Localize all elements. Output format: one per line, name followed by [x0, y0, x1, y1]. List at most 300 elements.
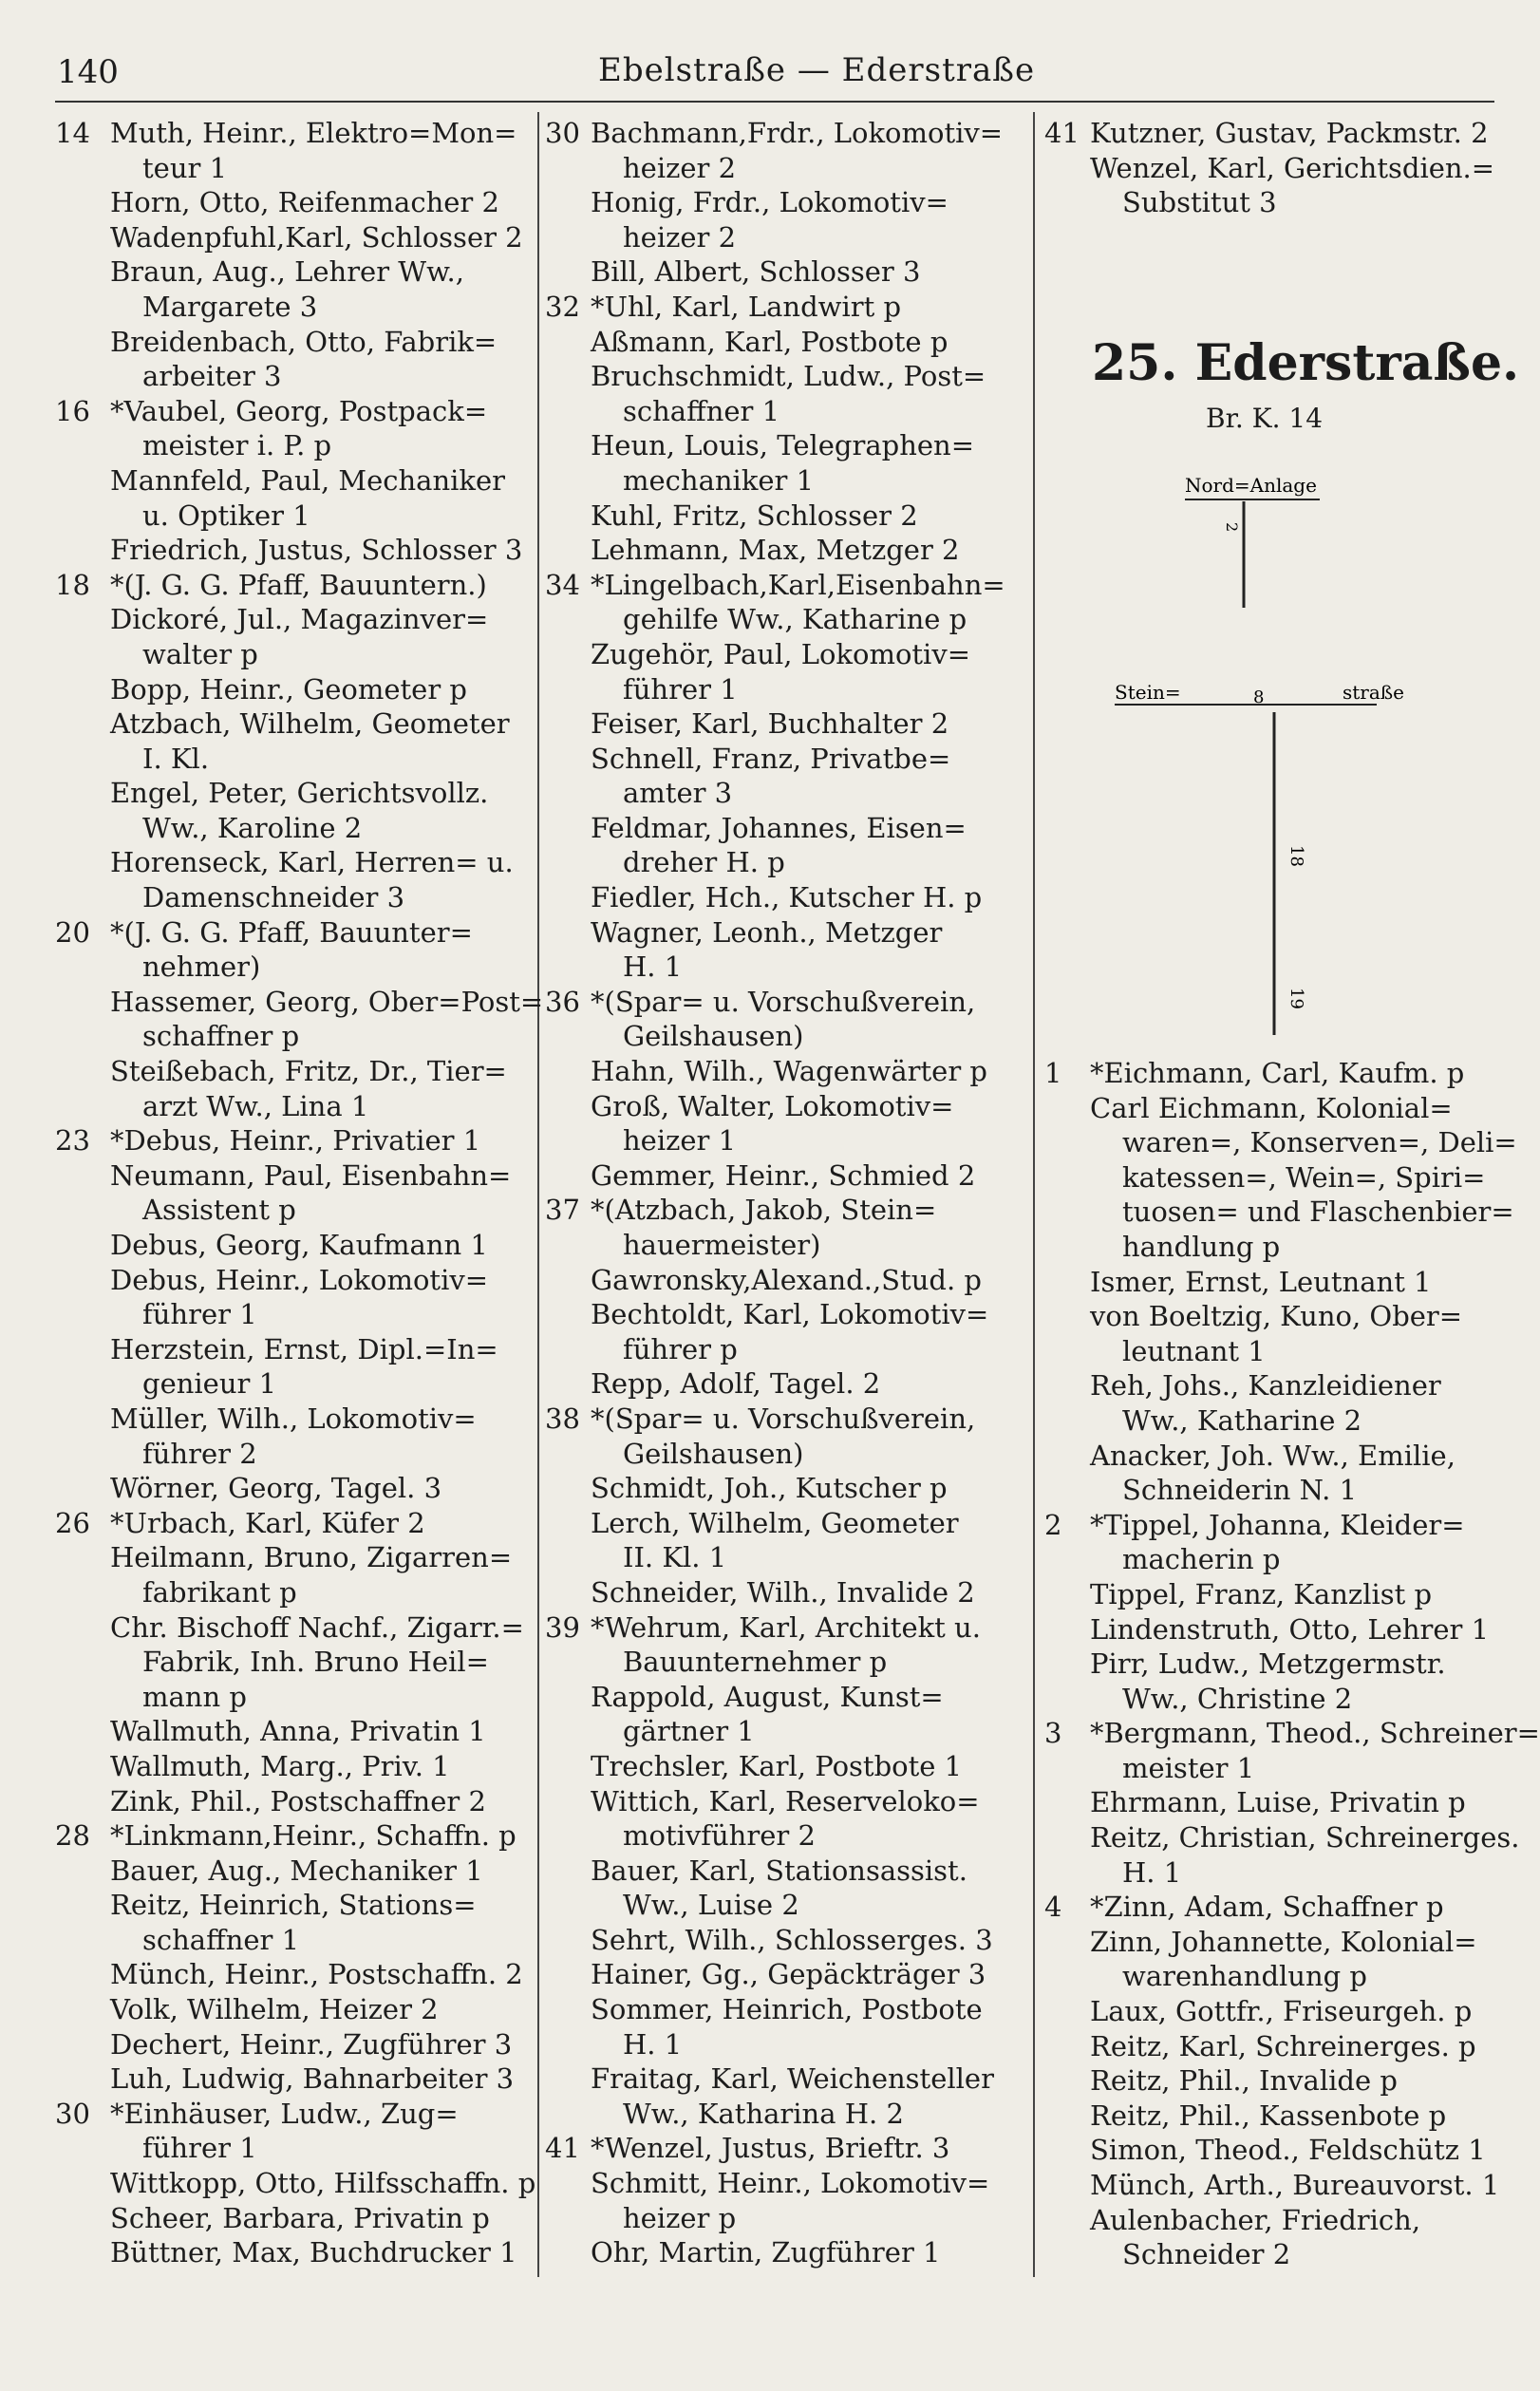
house-number: 14	[55, 117, 90, 149]
directory-line	[545, 1506, 1024, 1541]
resident-entry: katessen=, Wein=, Spiri=	[1122, 1160, 1486, 1194]
house-number: 18	[55, 568, 90, 601]
resident-entry: Dickoré, Jul., Magazinver=	[110, 603, 489, 636]
resident-entry: mechaniker 1	[623, 463, 815, 497]
resident-entry: Zinn, Johannette, Kolonial=	[1090, 1925, 1477, 1958]
resident-entry: Honig, Frdr., Lokomotiv=	[591, 186, 948, 219]
directory-line	[55, 1471, 530, 1506]
page-header-title: Ebelstraße — Ederstraße	[598, 51, 1036, 89]
directory-line	[1044, 1439, 1500, 1474]
directory-line	[1044, 2133, 1500, 2168]
resident-entry: arzt Ww., Lina 1	[142, 1089, 369, 1122]
resident-entry: genieur 1	[142, 1367, 277, 1401]
map-cross-mark: 8	[1253, 687, 1265, 707]
directory-line	[1044, 1299, 1500, 1334]
house-number: 38	[545, 1402, 580, 1435]
directory-line	[545, 1818, 1024, 1854]
resident-entry: Luh, Ludwig, Bahnarbeiter 3	[110, 2062, 515, 2096]
resident-entry: Wenzel, Karl, Gerichtsdien.=	[1090, 151, 1495, 184]
house-number: 36	[545, 985, 580, 1018]
house-number: 41	[545, 2132, 580, 2165]
resident-entry: Reh, Johs., Kanzleidiener	[1090, 1369, 1441, 1403]
resident-entry: Bopp, Heinr., Geometer p	[110, 672, 467, 706]
directory-line	[545, 533, 1024, 568]
directory-line	[55, 776, 530, 811]
house-number: 16	[55, 394, 90, 427]
directory-line	[55, 1714, 530, 1749]
directory-line	[55, 1749, 530, 1784]
resident-entry: schaffner p	[142, 1020, 300, 1053]
resident-entry: Bachmann,Frdr., Lokomotiv=	[591, 117, 1004, 149]
directory-line	[545, 116, 1024, 151]
resident-entry: II. Kl. 1	[623, 1541, 727, 1574]
resident-entry: Schneiderin N. 1	[1122, 1474, 1358, 1507]
resident-entry: Atzbach, Wilhelm, Geometer	[110, 707, 510, 741]
directory-line	[55, 1888, 530, 1923]
resident-entry: Ismer, Ernst, Leutnant 1	[1090, 1265, 1432, 1298]
resident-entry: Damenschneider 3	[142, 881, 405, 914]
directory-line	[55, 1123, 530, 1158]
resident-entry: von Boeltzig, Kuno, Ober=	[1090, 1300, 1463, 1333]
house-number: 32	[545, 290, 580, 323]
directory-line	[55, 2131, 530, 2166]
directory-line	[55, 1402, 530, 1437]
resident-entry: u. Optiker 1	[142, 499, 310, 532]
resident-entry: Substitut 3	[1122, 186, 1277, 219]
directory-line	[55, 220, 530, 255]
directory-line	[55, 1297, 530, 1332]
resident-entry: gärtner 1	[623, 1715, 755, 1748]
house-number: 41	[1044, 117, 1080, 149]
resident-entry: Sehrt, Wilh., Schlosserges. 3	[591, 1923, 993, 1956]
directory-line	[55, 1019, 530, 1054]
resident-entry: Kutzner, Gustav, Packmstr. 2	[1090, 117, 1489, 149]
resident-entry: Reitz, Heinrich, Stations=	[110, 1889, 477, 1922]
resident-entry: Breidenbach, Otto, Fabrik=	[110, 325, 498, 358]
house-number: 1	[1044, 1057, 1062, 1089]
resident-entry: *Wehrum, Karl, Architekt u.	[591, 1610, 981, 1644]
directory-line	[55, 1054, 530, 1089]
directory-line	[55, 742, 530, 777]
resident-entry: gehilfe Ww., Katharine p	[623, 603, 967, 636]
resident-entry: Wallmuth, Anna, Privatin 1	[110, 1715, 486, 1748]
resident-entry: Wittich, Karl, Reserveloko=	[591, 1784, 980, 1817]
resident-entry: Mannfeld, Paul, Mechaniker	[110, 463, 506, 497]
resident-entry: Ww., Christine 2	[1122, 1682, 1353, 1715]
resident-entry: *(Spar= u. Vorschußverein,	[591, 985, 976, 1018]
directory-line	[545, 1749, 1024, 1784]
resident-entry: *(Spar= u. Vorschußverein,	[591, 1402, 976, 1435]
directory-line	[545, 880, 1024, 915]
resident-entry: Büttner, Max, Buchdrucker 1	[110, 2236, 517, 2269]
directory-line	[55, 254, 530, 290]
directory-line	[1044, 1855, 1500, 1891]
resident-entry: Neumann, Paul, Eisenbahn=	[110, 1158, 512, 1192]
directory-line	[55, 1228, 530, 1263]
resident-entry: Hassemer, Georg, Ober=Post=	[110, 985, 544, 1018]
directory-line	[55, 394, 530, 429]
resident-entry: mann p	[142, 1680, 247, 1713]
directory-line	[545, 915, 1024, 951]
resident-entry: Steißebach, Fritz, Dr., Tier=	[110, 1055, 507, 1088]
directory-line	[545, 1437, 1024, 1472]
resident-entry: Schmidt, Joh., Kutscher p	[591, 1472, 948, 1505]
directory-line	[545, 428, 1024, 463]
resident-entry: Wittkopp, Otto, Hilfsschaffn. p	[110, 2167, 536, 2200]
directory-line	[545, 220, 1024, 255]
resident-entry: führer 2	[142, 1437, 257, 1470]
resident-entry: Reitz, Phil., Invalide p	[1090, 2064, 1398, 2098]
resident-entry: schaffner 1	[142, 1923, 300, 1956]
resident-entry: Wallmuth, Marg., Priv. 1	[110, 1749, 450, 1782]
directory-line	[545, 1645, 1024, 1680]
directory-line	[55, 2027, 530, 2062]
resident-entry: *Zinn, Adam, Schaffner p	[1090, 1891, 1444, 1924]
resident-entry: *Lingelbach,Karl,Eisenbahn=	[591, 568, 1005, 601]
resident-entry: I. Kl.	[142, 742, 210, 775]
directory-line	[55, 1784, 530, 1819]
resident-entry: Kuhl, Fritz, Schlosser 2	[591, 499, 918, 532]
directory-line	[545, 742, 1024, 777]
directory-line	[1044, 2063, 1500, 2099]
directory-line	[545, 463, 1024, 499]
house-number: 30	[55, 2097, 90, 2130]
directory-line	[55, 185, 530, 220]
directory-line	[55, 985, 544, 1020]
resident-entry: Horn, Otto, Reifenmacher 2	[110, 186, 499, 219]
resident-entry: Anacker, Joh. Ww., Emilie,	[1090, 1439, 1455, 1472]
resident-entry: H. 1	[623, 2027, 683, 2061]
resident-entry: Chr. Bischoff Nachf., Zigarr.=	[110, 1610, 524, 1644]
directory-line	[545, 2201, 1024, 2236]
directory-line	[55, 915, 530, 951]
directory-line	[55, 1366, 530, 1402]
resident-entry: Heun, Louis, Telegraphen=	[591, 429, 975, 462]
resident-entry: Tippel, Franz, Kanzlist p	[1090, 1577, 1433, 1610]
directory-line	[1044, 1195, 1514, 1230]
directory-line	[55, 1263, 530, 1298]
directory-line	[545, 1158, 1024, 1194]
resident-entry: Feiser, Karl, Buchhalter 2	[591, 707, 949, 741]
resident-entry: *Wenzel, Justus, Brieftr. 3	[591, 2132, 950, 2165]
directory-line	[55, 706, 530, 742]
directory-line	[545, 2062, 1024, 2097]
resident-entry: Laux, Gottfr., Friseurgeh. p	[1090, 1995, 1473, 2028]
map-lower-mark-a: 18	[1286, 845, 1306, 867]
resident-entry: Wadenpfuhl,Karl, Schlosser 2	[110, 220, 523, 254]
resident-entry: motivführer 2	[623, 1819, 816, 1853]
directory-line	[545, 706, 1024, 742]
directory-line	[55, 1437, 530, 1472]
directory-line	[545, 2097, 1024, 2132]
resident-entry: tuosen= und Flaschenbier=	[1122, 1196, 1514, 1229]
directory-line	[1044, 1368, 1500, 1403]
resident-entry: Zink, Phil., Postschaffner 2	[110, 1784, 486, 1817]
directory-line	[55, 1610, 530, 1646]
directory-line	[545, 185, 1024, 220]
directory-line	[545, 394, 1024, 429]
directory-line	[55, 1680, 530, 1715]
directory-line	[1044, 1994, 1500, 2029]
directory-line	[55, 950, 530, 985]
resident-entry: Reitz, Phil., Kassenbote p	[1090, 2099, 1447, 2132]
directory-line	[55, 151, 530, 186]
resident-entry: Bechtoldt, Karl, Lokomotiv=	[591, 1298, 989, 1331]
directory-line	[545, 1019, 1024, 1054]
directory-line	[55, 463, 530, 499]
resident-entry: nehmer)	[142, 951, 261, 984]
street-subheading: Br. K. 14	[1206, 403, 1324, 434]
directory-line	[545, 568, 1024, 603]
directory-line	[545, 1366, 1024, 1402]
resident-entry: heizer p	[623, 2201, 737, 2234]
house-number: 34	[545, 568, 580, 601]
directory-line	[545, 1610, 1024, 1646]
directory-line	[55, 2235, 530, 2270]
resident-entry: Wagner, Leonh., Metzger	[591, 915, 943, 949]
resident-entry: *(J. G. G. Pfaff, Bauunter=	[110, 915, 473, 949]
resident-entry: teur 1	[142, 151, 228, 184]
resident-entry: Bill, Albert, Schlosser 3	[591, 255, 921, 289]
resident-entry: Geilshausen)	[623, 1020, 804, 1053]
resident-entry: Bauer, Aug., Mechaniker 1	[110, 1854, 483, 1887]
map-cross-left-label: Stein=	[1115, 681, 1181, 704]
directory-line	[545, 1402, 1024, 1437]
resident-entry: Feldmar, Johannes, Eisen=	[591, 811, 967, 844]
resident-entry: schaffner 1	[623, 394, 780, 427]
directory-line	[1044, 1925, 1500, 1960]
resident-entry: Ww., Katharine 2	[1122, 1403, 1362, 1437]
directory-line	[545, 1089, 1024, 1124]
resident-entry: Scheer, Barbara, Privatin p	[110, 2201, 490, 2234]
directory-line	[545, 1888, 1024, 1923]
directory-line	[1044, 1785, 1500, 1820]
directory-line	[1044, 1230, 1500, 1265]
directory-line	[1044, 116, 1500, 151]
house-number: 2	[1044, 1508, 1062, 1541]
house-number: 23	[55, 1124, 90, 1158]
directory-line	[545, 325, 1024, 360]
resident-entry: Fabrik, Inh. Bruno Heil=	[142, 1646, 489, 1679]
directory-line	[545, 1957, 1024, 1992]
resident-entry: Schneider 2	[1122, 2238, 1291, 2271]
resident-entry: Bauer, Karl, Stationsassist.	[591, 1854, 967, 1887]
resident-entry: Volk, Wilhelm, Heizer 2	[110, 1993, 439, 2026]
resident-entry: heizer 2	[623, 220, 737, 254]
directory-line	[55, 116, 530, 151]
resident-entry: Ww., Katharina H. 2	[623, 2097, 904, 2130]
directory-line	[545, 1297, 1024, 1332]
resident-entry: amter 3	[623, 777, 733, 810]
map-lower-mark-b: 19	[1286, 988, 1306, 1009]
directory-line	[1044, 2029, 1500, 2064]
directory-line	[545, 1854, 1024, 1889]
directory-line	[545, 1471, 1024, 1506]
house-number: 37	[545, 1194, 580, 1227]
directory-line	[1044, 1612, 1500, 1647]
resident-entry: Fraitag, Karl, Weichensteller	[591, 2062, 994, 2096]
directory-line	[1044, 185, 1500, 220]
resident-entry: Lerch, Wilhelm, Geometer	[591, 1506, 959, 1539]
directory-line	[55, 1089, 530, 1124]
directory-line	[1044, 1473, 1500, 1508]
resident-entry: Carl Eichmann, Kolonial=	[1090, 1091, 1453, 1124]
resident-entry: Herzstein, Ernst, Dipl.=In=	[110, 1332, 498, 1365]
resident-entry: H. 1	[623, 951, 683, 984]
directory-line	[55, 2062, 530, 2097]
directory-line	[1044, 1577, 1500, 1612]
directory-line	[55, 880, 530, 915]
resident-entry: Sommer, Heinrich, Postbote	[591, 1993, 983, 2026]
directory-line	[545, 2027, 1024, 2062]
directory-line	[55, 811, 530, 846]
resident-entry: Schnell, Franz, Privatbe=	[591, 742, 951, 775]
resident-entry: Gemmer, Heinr., Schmied 2	[591, 1158, 976, 1192]
directory-line	[1044, 1403, 1500, 1439]
directory-line	[55, 2097, 530, 2132]
directory-line	[55, 2166, 536, 2201]
column-1	[55, 116, 544, 2270]
resident-entry: Aulenbacher, Friedrich,	[1090, 2203, 1421, 2236]
resident-entry: Lindenstruth, Otto, Lehrer 1	[1090, 1612, 1490, 1646]
resident-entry: Trechsler, Karl, Postbote 1	[591, 1749, 963, 1782]
resident-entry: Heilmann, Bruno, Zigarren=	[110, 1541, 513, 1574]
directory-line	[545, 2235, 1024, 2270]
directory-line	[1044, 1716, 1540, 1751]
resident-entry: führer 1	[142, 1298, 257, 1331]
resident-entry: Lehmann, Max, Metzger 2	[591, 534, 960, 567]
column-3-entries	[1044, 1056, 1540, 2272]
directory-line	[1044, 2099, 1500, 2134]
column-divider	[1033, 112, 1035, 2277]
directory-line	[545, 2166, 1024, 2201]
directory-line	[1044, 1056, 1500, 1091]
resident-entry: Groß, Walter, Lokomotiv=	[591, 1089, 954, 1122]
directory-line	[55, 1540, 530, 1575]
resident-entry: *Eichmann, Carl, Kaufm. p	[1090, 1057, 1465, 1089]
resident-entry: Reitz, Karl, Schreinerges. p	[1090, 2029, 1476, 2062]
resident-entry: *Tippel, Johanna, Kleider=	[1090, 1508, 1465, 1541]
resident-entry: Schmitt, Heinr., Lokomotiv=	[591, 2167, 990, 2200]
directory-line	[55, 533, 530, 568]
directory-line	[1044, 1890, 1500, 1925]
directory-line	[545, 1992, 1024, 2027]
directory-line	[545, 985, 1024, 1020]
page-number: 140	[57, 53, 119, 91]
directory-line	[1044, 1265, 1500, 1300]
resident-entry: Wörner, Georg, Tagel. 3	[110, 1472, 442, 1505]
directory-line	[55, 1957, 530, 1992]
resident-entry: Braun, Aug., Lehrer Ww.,	[110, 255, 464, 289]
street-heading: 25. Ederstraße.	[1092, 334, 1520, 392]
directory-line	[545, 1054, 1024, 1089]
directory-line	[1044, 2168, 1500, 2203]
directory-line	[55, 2201, 530, 2236]
resident-entry: *Vaubel, Georg, Postpack=	[110, 394, 488, 427]
resident-entry: Münch, Arth., Bureauvorst. 1	[1090, 2169, 1500, 2201]
resident-entry: dreher H. p	[623, 846, 785, 879]
resident-entry: *(J. G. G. Pfaff, Bauuntern.)	[110, 568, 487, 601]
resident-entry: walter p	[142, 637, 258, 670]
directory-line	[55, 845, 530, 880]
house-number: 3	[1044, 1717, 1062, 1750]
resident-entry: heizer 2	[623, 151, 737, 184]
resident-entry: *Linkmann,Heinr., Schaffn. p	[110, 1819, 516, 1853]
resident-entry: Bruchschmidt, Ludw., Post=	[591, 360, 986, 393]
resident-entry: führer 1	[142, 2132, 257, 2165]
resident-entry: Simon, Theod., Feldschütz 1	[1090, 2134, 1486, 2167]
resident-entry: Geilshausen)	[623, 1437, 804, 1470]
directory-line	[545, 499, 1024, 534]
directory-line	[55, 1193, 530, 1228]
directory-line	[545, 845, 1024, 880]
directory-line	[545, 151, 1024, 186]
directory-line	[545, 950, 1024, 985]
resident-entry: Hahn, Wilh., Wagenwärter p	[591, 1055, 987, 1088]
directory-line	[55, 672, 530, 707]
resident-entry: *Urbach, Karl, Küfer 2	[110, 1506, 425, 1539]
resident-entry: Zugehör, Paul, Lokomotiv=	[591, 637, 971, 670]
resident-entry: Friedrich, Justus, Schlosser 3	[110, 534, 523, 567]
resident-entry: meister i. P. p	[142, 429, 332, 462]
resident-entry: Engel, Peter, Gerichtsvollz.	[110, 777, 489, 810]
resident-entry: Ww., Karoline 2	[142, 811, 363, 844]
directory-line	[55, 359, 530, 394]
directory-line	[55, 602, 530, 637]
resident-entry: warenhandlung p	[1122, 1960, 1367, 1993]
directory-line	[545, 1123, 1024, 1158]
directory-line	[545, 776, 1024, 811]
resident-entry: Fiedler, Hch., Kutscher H. p	[591, 881, 983, 914]
directory-line	[545, 1193, 1024, 1228]
house-number: 30	[545, 117, 580, 149]
directory-line	[545, 1714, 1024, 1749]
resident-entry: fabrikant p	[142, 1575, 297, 1609]
resident-entry: hauermeister)	[623, 1229, 821, 1261]
directory-line	[55, 1506, 530, 1541]
directory-line	[55, 1645, 530, 1680]
directory-line	[55, 1158, 530, 1194]
directory-line	[545, 1923, 1024, 1958]
resident-entry: Debus, Georg, Kaufmann 1	[110, 1229, 488, 1261]
column-3-top	[1044, 116, 1500, 220]
resident-entry: *(Atzbach, Jakob, Stein=	[591, 1194, 937, 1227]
resident-entry: Hainer, Gg., Gepäckträger 3	[591, 1958, 986, 1991]
directory-line	[1044, 1751, 1500, 1786]
directory-line	[55, 568, 530, 603]
house-number: 28	[55, 1819, 90, 1853]
directory-line	[1044, 1508, 1500, 1543]
directory-line	[545, 1575, 1024, 1610]
resident-entry: Assistent p	[142, 1194, 296, 1227]
directory-line	[1044, 1160, 1500, 1196]
directory-line	[545, 1540, 1024, 1575]
directory-line	[1044, 1334, 1500, 1369]
map-north-label: Nord=Anlage	[1185, 474, 1317, 497]
resident-entry: Debus, Heinr., Lokomotiv=	[110, 1263, 489, 1296]
resident-entry: Aßmann, Karl, Postbote p	[591, 325, 948, 358]
directory-line	[55, 325, 530, 360]
header-rule	[55, 101, 1494, 103]
directory-line	[55, 1575, 530, 1610]
directory-line	[545, 2131, 1024, 2166]
directory-line	[1044, 1091, 1500, 1126]
directory-line	[55, 428, 530, 463]
resident-entry: Repp, Adolf, Tagel. 2	[591, 1367, 881, 1401]
directory-line	[55, 290, 530, 325]
directory-line	[1044, 1682, 1500, 1717]
resident-entry: meister 1	[1122, 1751, 1255, 1784]
